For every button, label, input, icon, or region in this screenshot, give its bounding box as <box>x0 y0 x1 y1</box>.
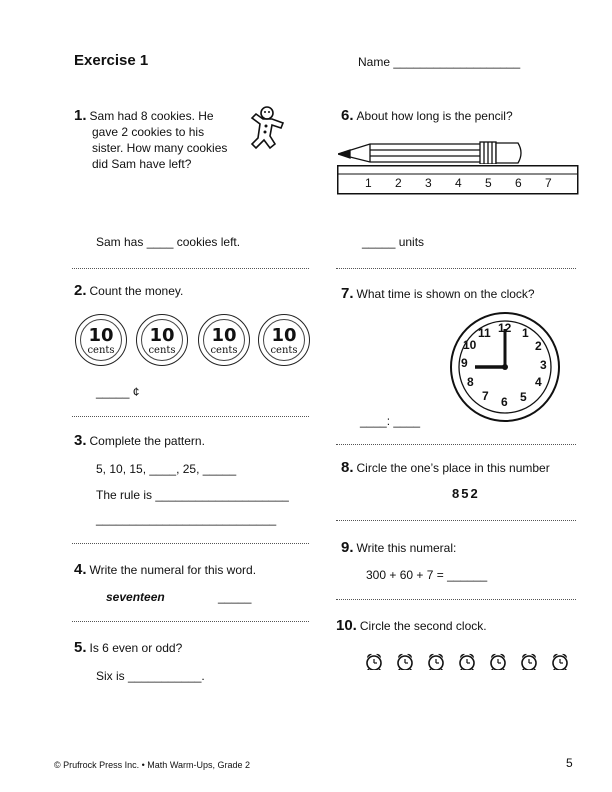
page-number: 5 <box>566 756 573 770</box>
answer-line[interactable]: Six is ___________. <box>96 669 205 683</box>
clock-number: 7 <box>482 389 489 403</box>
coin <box>75 314 127 366</box>
ruler-tick-label: 3 <box>425 176 432 190</box>
rule-answer-line[interactable]: ___________________________ <box>96 512 277 526</box>
alarm-clock-icon[interactable] <box>519 652 537 670</box>
clock-face-numbers <box>449 311 561 423</box>
ruler-tick-label: 1 <box>365 176 372 190</box>
question-number: 8. <box>341 459 354 476</box>
ruler-tick-label: 4 <box>455 176 462 190</box>
clock-number: 8 <box>467 375 474 389</box>
question-text: Write this numeral: <box>356 541 457 555</box>
question-text: What time is shown on the clock? <box>356 287 535 301</box>
question-1 <box>74 108 254 172</box>
question-6 <box>341 108 513 124</box>
coin-value: 10 <box>88 325 114 346</box>
question-text: Circle the second clock. <box>359 619 487 633</box>
question-7 <box>341 286 535 302</box>
alarm-clock-icon[interactable] <box>488 652 506 670</box>
divider <box>336 268 576 269</box>
answer-line[interactable]: _____ <box>218 590 252 604</box>
answer-line[interactable]: _____ ¢ <box>96 385 140 399</box>
divider <box>336 444 576 445</box>
coin-value: 10 <box>149 325 175 346</box>
clock-number: 2 <box>535 339 542 353</box>
clock-number: 6 <box>501 395 508 409</box>
answer-line[interactable]: Sam has ____ cookies left. <box>96 235 241 249</box>
ruler-tick-label: 6 <box>515 176 522 190</box>
question-number: 7. <box>341 285 354 302</box>
question-text: About how long is the pencil? <box>356 109 513 123</box>
expression-answer[interactable]: 300 + 60 + 7 = ______ <box>366 568 488 582</box>
coin-unit: cents <box>210 345 238 356</box>
ruler-tick-label: 2 <box>395 176 402 190</box>
gingerbread-cookie-icon <box>248 104 288 154</box>
question-9 <box>341 540 456 556</box>
divider <box>336 520 576 521</box>
divider <box>72 416 309 417</box>
question-number: 10. <box>336 617 357 634</box>
divider <box>72 543 309 544</box>
answer-line[interactable]: _____ units <box>362 235 425 249</box>
alarm-clock-icon[interactable] <box>550 652 568 670</box>
question-number: 6. <box>341 107 354 124</box>
coin-unit: cents <box>148 345 176 356</box>
name-field[interactable]: Name ___________________ <box>358 55 521 69</box>
clock-number: 11 <box>478 326 491 340</box>
question-number: 4. <box>74 561 87 578</box>
question-number: 1. <box>74 107 87 124</box>
coin <box>198 314 250 366</box>
question-10 <box>336 618 487 634</box>
coin-value: 10 <box>211 325 237 346</box>
coin-value: 10 <box>271 325 297 346</box>
question-text: sister. How many cookies <box>92 141 228 155</box>
alarm-clock-icon[interactable] <box>395 652 413 670</box>
pencil-icon <box>338 136 526 164</box>
clock-number: 1 <box>522 326 529 340</box>
alarm-clock-icon[interactable] <box>457 652 475 670</box>
clock-number: 3 <box>540 358 547 372</box>
alarm-clock-icon[interactable] <box>426 652 444 670</box>
question-number: 5. <box>74 639 87 656</box>
question-text: Write the numeral for this word. <box>89 563 257 577</box>
alarm-clock-icon[interactable] <box>364 652 382 670</box>
divider <box>72 268 309 269</box>
question-text: Circle the one’s place in this number <box>356 461 550 475</box>
ruler-tick-label: 7 <box>545 176 552 190</box>
pattern-sequence[interactable]: 5, 10, 15, ____, 25, _____ <box>96 462 237 476</box>
question-text: Complete the pattern. <box>89 434 205 448</box>
clock-number: 10 <box>463 338 477 352</box>
question-text: did Sam have left? <box>92 157 192 171</box>
divider <box>336 599 576 600</box>
answer-line[interactable]: ____: ____ <box>360 414 421 428</box>
clock-number: 4 <box>535 375 542 389</box>
question-5 <box>74 640 182 656</box>
ruler-ticks <box>337 171 579 193</box>
target-number[interactable]: 852 <box>452 486 480 501</box>
clock-number: 5 <box>520 390 527 404</box>
coin <box>136 314 188 366</box>
coin-unit: cents <box>270 345 298 356</box>
number-word: seventeen <box>106 590 165 604</box>
question-text: Sam had 8 cookies. He <box>89 109 214 123</box>
question-number: 9. <box>341 539 354 556</box>
clock-number: 9 <box>461 356 468 370</box>
clock-number: 12 <box>498 321 512 335</box>
question-text: gave 2 cookies to his <box>92 125 205 139</box>
question-4 <box>74 562 256 578</box>
ruler-tick-label: 5 <box>485 176 492 190</box>
page-title: Exercise 1 <box>74 52 149 69</box>
question-text: Count the money. <box>89 284 184 298</box>
coin-unit: cents <box>87 345 115 356</box>
alarm-clock-row <box>364 652 564 672</box>
rule-answer[interactable]: The rule is ____________________ <box>96 488 289 502</box>
question-number: 3. <box>74 432 87 449</box>
coin <box>258 314 310 366</box>
question-8 <box>341 460 550 476</box>
footer-text: © Prufrock Press Inc. • Math Warm-Ups, Grade 2 <box>54 760 250 770</box>
question-3 <box>74 433 205 449</box>
divider <box>72 621 309 622</box>
question-text: Is 6 even or odd? <box>89 641 183 655</box>
question-number: 2. <box>74 282 87 299</box>
question-2 <box>74 283 183 299</box>
